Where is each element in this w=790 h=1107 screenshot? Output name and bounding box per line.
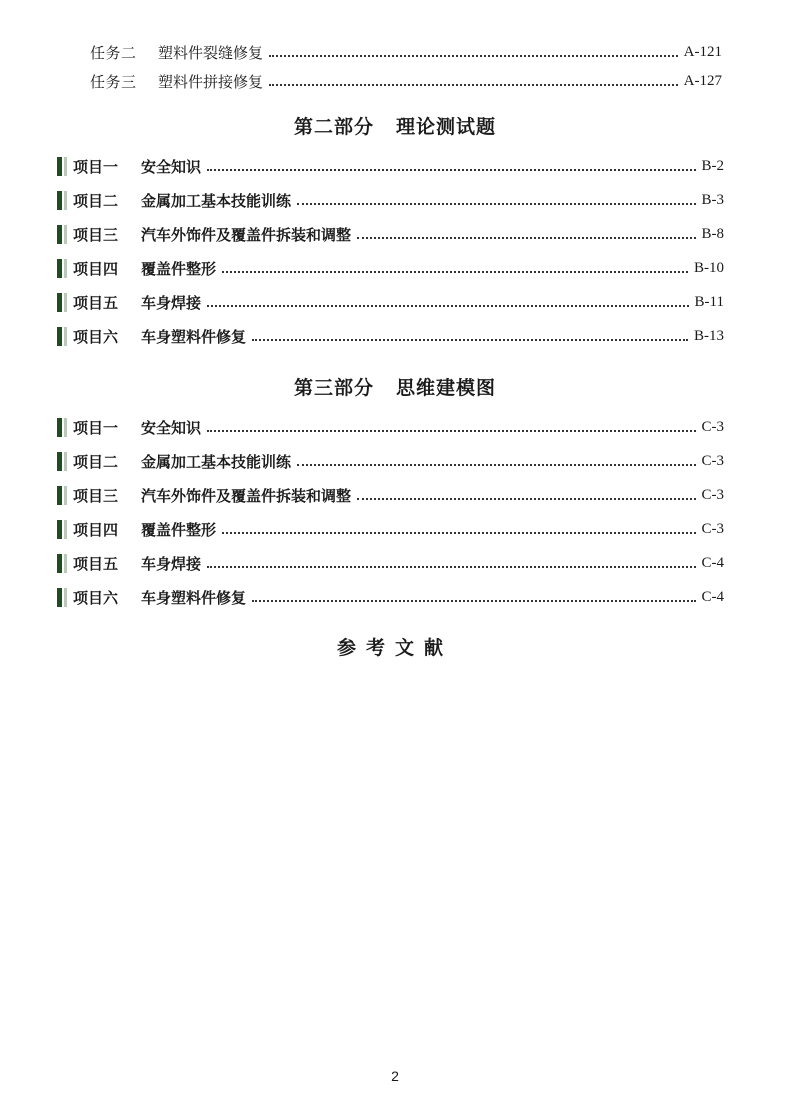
toc-item-row[interactable] [57, 154, 724, 178]
toc-item-row[interactable] [57, 188, 724, 212]
dot-leader [252, 339, 688, 341]
item-marker-shade [64, 327, 67, 346]
item-marker [57, 486, 62, 505]
page-ref: C-3 [701, 452, 724, 469]
item-label: 项目二 [73, 452, 119, 471]
toc-item-row[interactable] [57, 585, 724, 609]
task-title: 塑料件裂缝修复 [158, 43, 264, 62]
toc-item-row[interactable] [57, 415, 724, 439]
task-title: 塑料件拼接修复 [158, 72, 264, 91]
item-label: 项目三 [73, 225, 119, 244]
task-label: 任务二 [90, 43, 137, 62]
item-marker [57, 418, 62, 437]
item-title: 汽车外饰件及覆盖件拆装和调整 [141, 486, 352, 505]
task-label: 任务三 [90, 72, 137, 91]
dot-leader [207, 566, 695, 568]
toc-item-row[interactable] [57, 256, 724, 280]
item-marker [57, 520, 62, 539]
item-title: 车身焊接 [141, 554, 202, 573]
item-marker [57, 259, 62, 278]
section-heading-name: 思维建模图 [396, 377, 497, 399]
dot-leader [222, 532, 695, 534]
page-ref: B-2 [701, 157, 724, 174]
dot-leader [207, 305, 689, 307]
page-ref: B-13 [694, 327, 724, 344]
page-ref: C-4 [701, 554, 724, 571]
toc-item-row[interactable] [57, 324, 724, 348]
section-heading-number: 第二部分 [293, 116, 374, 138]
item-marker-shade [64, 418, 67, 437]
item-marker-shade [64, 157, 67, 176]
item-label: 项目五 [73, 293, 119, 312]
item-title: 车身焊接 [141, 293, 202, 312]
item-title: 安全知识 [141, 157, 202, 176]
item-label: 项目六 [73, 588, 119, 607]
toc-item-row[interactable] [57, 551, 724, 575]
item-label: 项目二 [73, 191, 119, 210]
item-title: 金属加工基本技能训练 [141, 191, 292, 210]
dot-leader [269, 84, 678, 86]
toc-task-row[interactable] [90, 40, 722, 64]
item-title: 覆盖件整形 [141, 520, 217, 539]
dot-leader [222, 271, 688, 273]
dot-leader [252, 600, 695, 602]
item-marker [57, 554, 62, 573]
item-title: 安全知识 [141, 418, 202, 437]
item-marker-shade [64, 486, 67, 505]
page-ref: A-121 [683, 43, 722, 60]
item-marker [57, 191, 62, 210]
item-marker [57, 452, 62, 471]
dot-leader [357, 237, 695, 239]
toc-task-row[interactable] [90, 69, 722, 93]
item-marker-shade [64, 452, 67, 471]
item-marker-shade [64, 554, 67, 573]
toc-item-row[interactable] [57, 517, 724, 541]
item-label: 项目三 [73, 486, 119, 505]
dot-leader [297, 203, 695, 205]
page-ref: C-3 [701, 486, 724, 503]
item-marker-shade [64, 293, 67, 312]
section-heading-number: 第三部分 [293, 377, 374, 399]
item-label: 项目四 [73, 259, 119, 278]
page-number: 2 [391, 1068, 399, 1084]
item-marker-shade [64, 520, 67, 539]
item-marker-shade [64, 225, 67, 244]
dot-leader [357, 498, 695, 500]
item-marker [57, 225, 62, 244]
toc-item-row[interactable] [57, 449, 724, 473]
item-marker-shade [64, 259, 67, 278]
item-marker [57, 157, 62, 176]
page-ref: C-3 [701, 520, 724, 537]
section-heading-part2 [0, 112, 790, 139]
item-marker-shade [64, 588, 67, 607]
item-title: 车身塑料件修复 [141, 327, 247, 346]
item-label: 项目一 [73, 418, 119, 437]
page-ref: B-8 [701, 225, 724, 242]
item-marker [57, 327, 62, 346]
page-ref: B-3 [701, 191, 724, 208]
item-marker [57, 293, 62, 312]
item-label: 项目五 [73, 554, 119, 573]
page-ref: C-4 [701, 588, 724, 605]
page-ref: B-11 [694, 293, 724, 310]
item-title: 金属加工基本技能训练 [141, 452, 292, 471]
dot-leader [269, 55, 678, 57]
page-ref: A-127 [683, 72, 722, 89]
toc-item-row[interactable] [57, 483, 724, 507]
item-label: 项目一 [73, 157, 119, 176]
item-title: 汽车外饰件及覆盖件拆装和调整 [141, 225, 352, 244]
dot-leader [297, 464, 695, 466]
item-marker [57, 588, 62, 607]
page-ref: B-10 [694, 259, 724, 276]
section-heading-part3 [0, 373, 790, 400]
dot-leader [207, 169, 695, 171]
item-label: 项目六 [73, 327, 119, 346]
section-heading-name: 理论测试题 [396, 116, 497, 138]
item-label: 项目四 [73, 520, 119, 539]
item-title: 覆盖件整形 [141, 259, 217, 278]
item-title: 车身塑料件修复 [141, 588, 247, 607]
dot-leader [207, 430, 695, 432]
toc-item-row[interactable] [57, 222, 724, 246]
toc-item-row[interactable] [57, 290, 724, 314]
item-marker-shade [64, 191, 67, 210]
references-heading[interactable]: 参考文献 [336, 637, 453, 659]
page-ref: C-3 [701, 418, 724, 435]
